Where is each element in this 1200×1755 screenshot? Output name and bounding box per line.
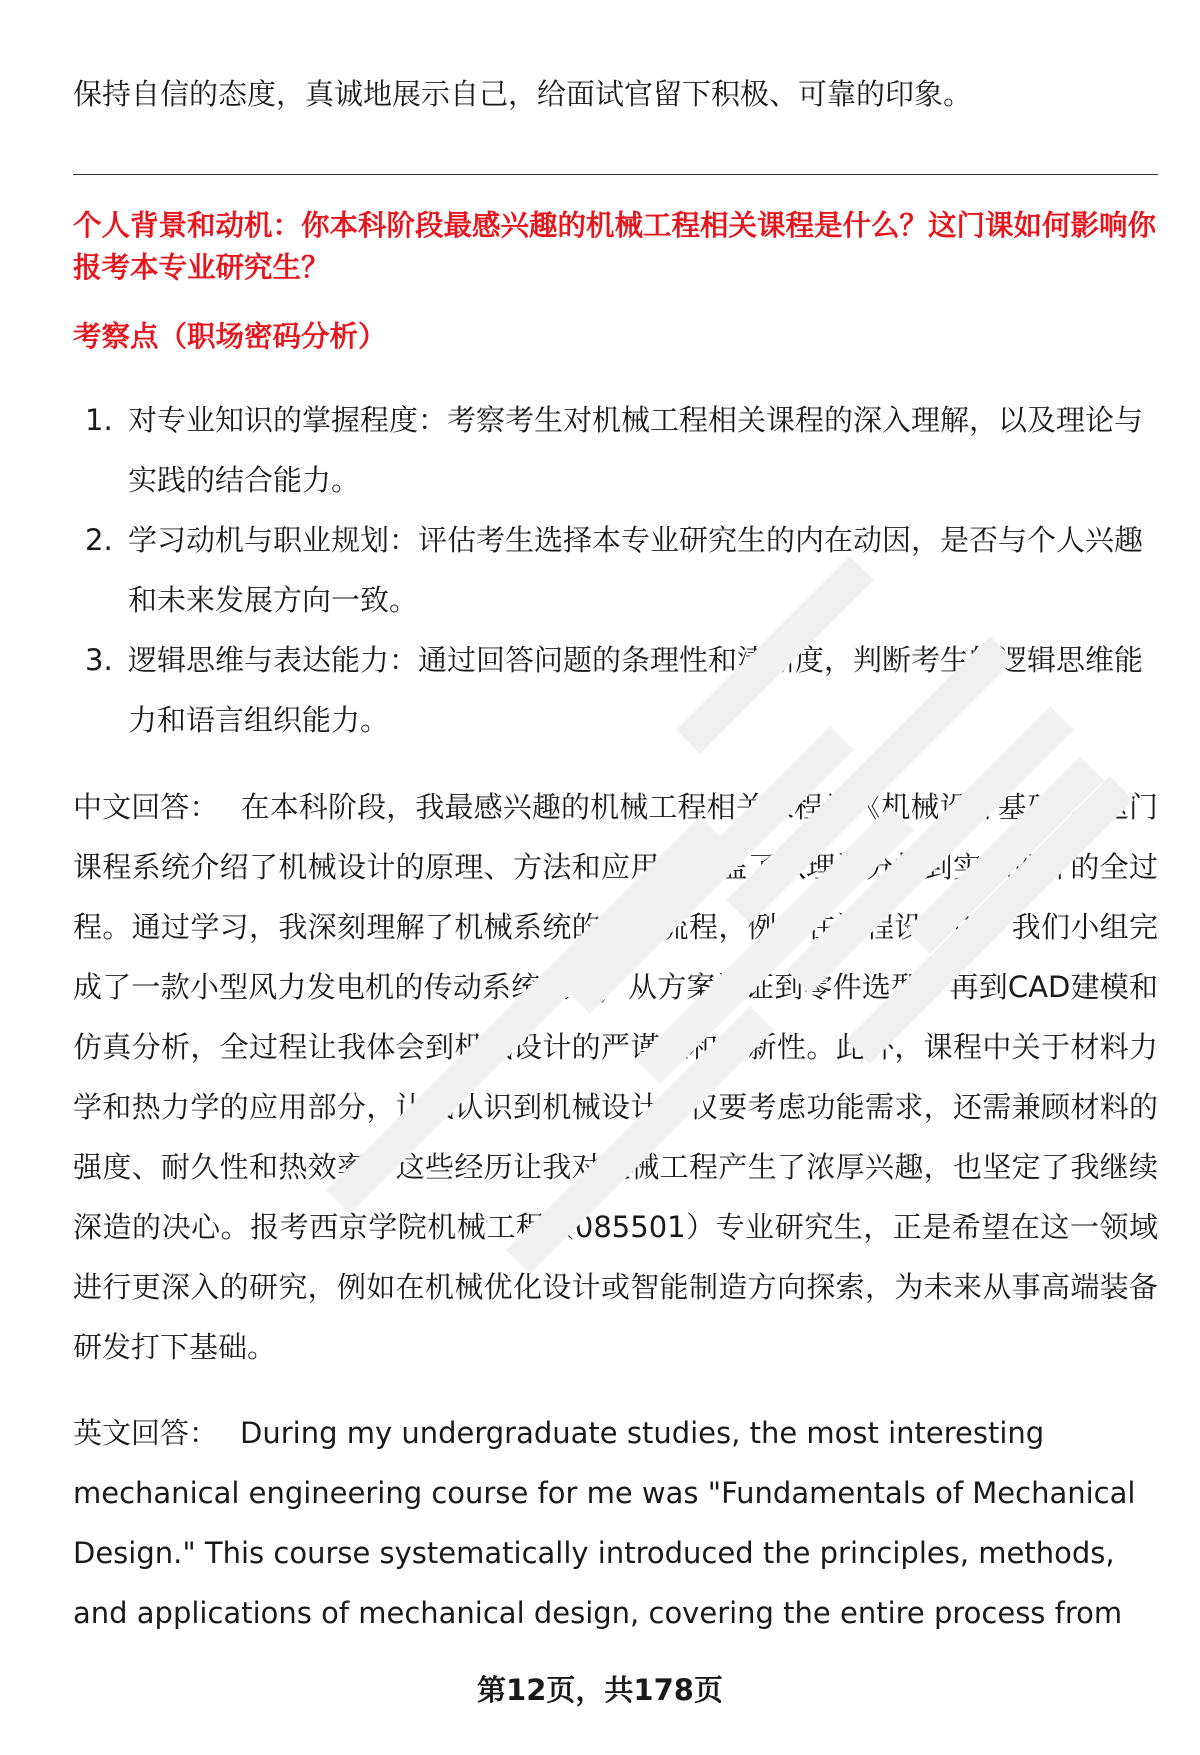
english-answer [73, 1403, 1158, 1643]
list-item-number: 1. [85, 403, 113, 437]
chinese-answer [73, 777, 1158, 1377]
chinese-answer-text: 在本科阶段，我最感兴趣的机械工程相关课程是《机械设计基础》。这门课程系统介绍了机械设计的原理、方法和应用，涵盖了从理论分析到实际设计的全过程。通过学习，我深刻理解了机械系统的设计流程，例如在课程设计中，我们小组完成了一款小型风力发电机的传动系统设计，从方案论证到零件选型，再到CAD建模和仿真分析，全过程让我体会到机械设计的严谨性和创新性。此外，课程中关于材料力学和热力学的应用部分，让我认识到机械设计不仅要考虑功能需求，还需兼顾材料的强度、耐久性和热效率。这些经历让我对机械工程产生了浓厚兴趣，也坚定了我继续深造的决心。报考西京学院机械工程（085501）专业研究生，正是希望在这一领域进行更深入的研究，例如在机械优化设计或智能制造方向探索，为未来从事高端装备研发打下基础。 [73, 790, 1158, 1364]
question-heading: 个人背景和动机：你本科阶段最感兴趣的机械工程相关课程是什么？这门课如何影响你报考本专业研究生？ [73, 209, 1157, 284]
list-item-text: 对专业知识的掌握程度：考察考生对机械工程相关课程的深入理解，以及理论与实践的结合能力。 [128, 403, 1144, 497]
english-answer-text: During my undergraduate studies, the most interesting mechanical engineering course for me was "Fundamentals of Mechanical Design." This course systematically introduced the principles, methods, and applications of mechanical design, covering the entire process from [73, 1416, 1136, 1630]
assessment-points-list [73, 390, 1158, 750]
list-item-text: 学习动机与职业规划：评估考生选择本专业研究生的内在动因，是否与个人兴趣和未来发展方向一致。 [128, 523, 1144, 617]
section-divider [73, 174, 1158, 175]
list-item [73, 630, 1158, 750]
list-item-number: 2. [85, 523, 113, 557]
chinese-answer-label: 中文回答： [73, 790, 219, 824]
list-item [73, 390, 1158, 510]
list-item-number: 3. [85, 643, 113, 677]
page-number-footer: 第12页，共178页 [477, 1673, 723, 1707]
intro-paragraph: 保持自信的态度，真诚地展示自己，给面试官留下积极、可靠的印象。 [73, 77, 973, 111]
list-item [73, 510, 1158, 630]
english-answer-label: 英文回答： [73, 1416, 219, 1450]
list-item-text: 逻辑思维与表达能力：通过回答问题的条理性和清晰度，判断考生的逻辑思维能力和语言组织能力。 [128, 643, 1144, 737]
assessment-points-title: 考察点（职场密码分析） [73, 320, 387, 353]
